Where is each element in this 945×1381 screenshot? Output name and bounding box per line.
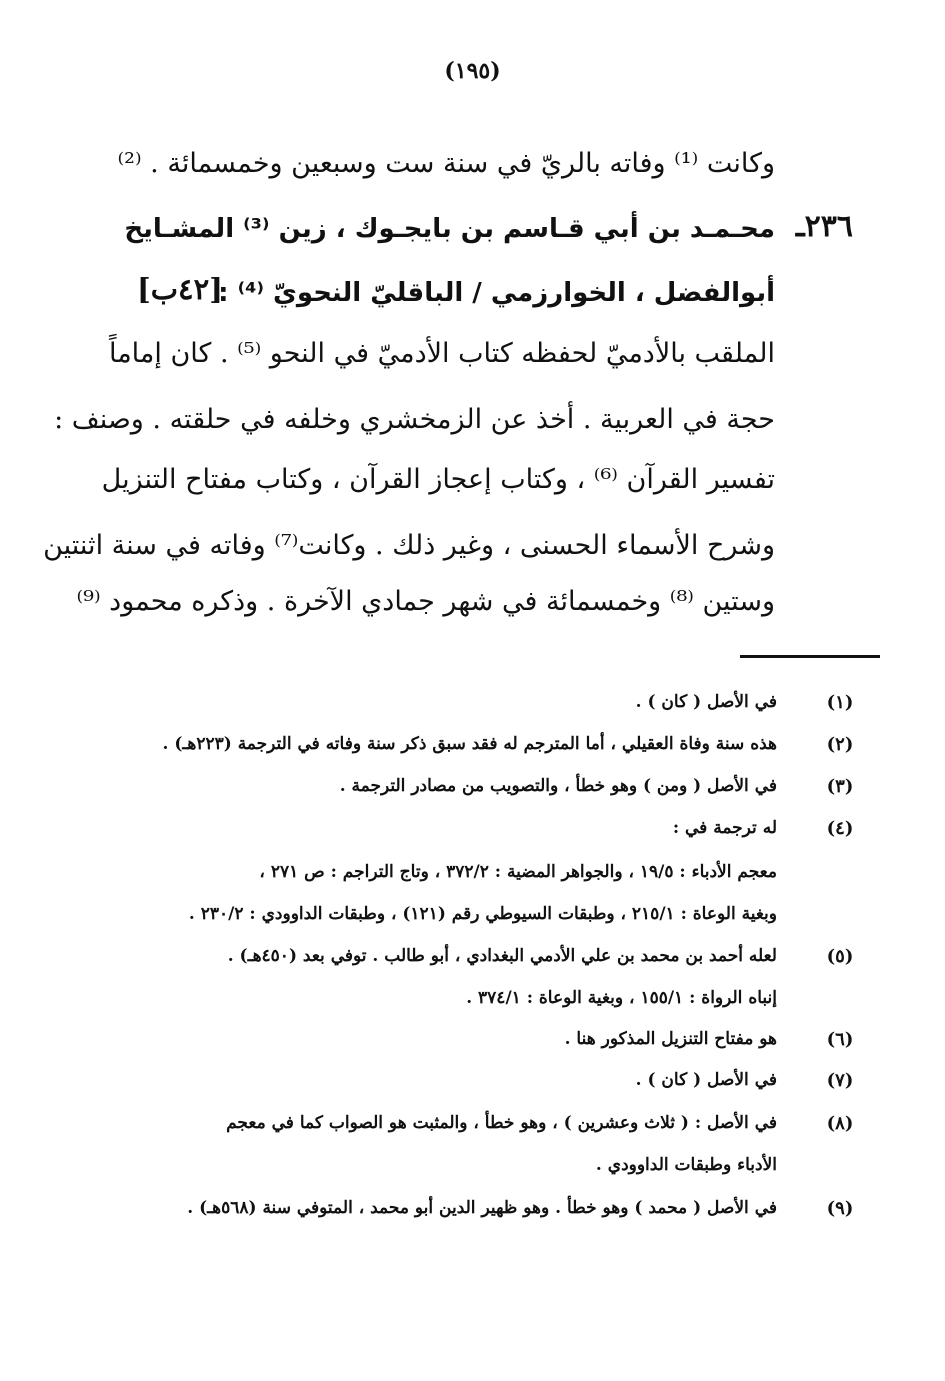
footnote-text: لعله أحمد بن محمد بن علي الأدمي البغدادي ، أبو طالب . توفي بعد (٤٥٠هـ) . bbox=[227, 946, 777, 966]
footnote-text: في الأصل ( ومن ) وهو خطأ ، والتصويب من مصادر الترجمة . bbox=[339, 776, 777, 796]
footnote-number: (٢) bbox=[826, 734, 854, 755]
body-line: حجة في العربية . أخذ عن الزمخشري وخلفه في حلقته . وصنف : bbox=[54, 404, 775, 435]
body-line: تفسير القرآن ⁽⁶⁾ ، وكتاب إعجاز القرآن ، وكتاب مفتاح التنزيل bbox=[101, 464, 775, 495]
entry-heading-line-2: أبوالفضل ، الخوارزمي / الباقليّ النحويّ ⁽⁴⁾ : bbox=[218, 278, 775, 308]
footnote-number: (٥) bbox=[826, 946, 854, 967]
body-line: وشرح الأسماء الحسنى ، وغير ذلك . وكانت⁽⁷⁾ وفاته في سنة اثنتين bbox=[43, 530, 775, 561]
footnote-number: (٧) bbox=[826, 1070, 854, 1091]
footnote-number: (٩) bbox=[826, 1198, 854, 1219]
footnote-number: (٤) bbox=[826, 818, 854, 839]
footnote-text: له ترجمة في : bbox=[672, 818, 777, 838]
footnote-divider bbox=[740, 655, 880, 658]
footnote-text: معجم الأدباء : ١٩/٥ ، والجواهر المضية : ٣٧٢/٢ ، وتاج التراجم : ص ٢٧١ ، bbox=[259, 862, 777, 882]
entry-heading-line-1: محـمـد بن أبي قـاسم بن بايجـوك ، زين ⁽³⁾ المشـايخ bbox=[124, 214, 775, 244]
footnote-text: الأدباء وطبقات الداوودي . bbox=[595, 1155, 777, 1175]
footnote-number: (٨) bbox=[826, 1113, 854, 1134]
footnote-text: في الأصل ( كان ) . bbox=[635, 1070, 777, 1090]
footnote-text: وبغية الوعاة : ٢١٥/١ ، وطبقات السيوطي رقم (١٢١) ، وطبقات الداوودي : ٢٣٠/٢ . bbox=[188, 904, 777, 924]
body-line: الملقب بالأدميّ لحفظه كتاب الأدميّ في النحو ⁽⁵⁾ . كان إماماً bbox=[108, 338, 775, 369]
footnote-text: في الأصل ( محمد ) وهو خطأ . وهو ظهير الدين أبو محمد ، المتوفي سنة (٥٦٨هـ) . bbox=[187, 1198, 777, 1218]
entry-number: ٢٣٦ـ bbox=[795, 209, 853, 244]
body-line: وستين ⁽⁸⁾ وخمسمائة في شهر جمادي الآخرة . وذكره محمود ⁽⁹⁾ bbox=[76, 586, 775, 617]
page-number: (١٩٥) bbox=[444, 58, 501, 84]
footnote-text: إنباه الرواة : ١٥٥/١ ، وبغية الوعاة : ٣٧٤/١ . bbox=[466, 988, 777, 1008]
footnote-number: (١) bbox=[826, 692, 854, 713]
footnote-text: هو مفتاح التنزيل المذكور هنا . bbox=[564, 1029, 777, 1049]
footnote-number: (٦) bbox=[826, 1029, 854, 1050]
footnote-text: هذه سنة وفاة العقيلي ، أما المترجم له فقد سبق ذكر سنة وفاته في الترجمة (٢٢٣هـ) . bbox=[162, 734, 777, 754]
footnote-text: في الأصل : ( ثلاث وعشرين ) ، وهو خطأ ، والمثبت هو الصواب كما في معجم bbox=[226, 1113, 777, 1133]
folio-marker: [٤٢ب] bbox=[137, 272, 223, 306]
footnote-text: في الأصل ( كان ) . bbox=[635, 692, 777, 712]
paragraph-line: وكانت ⁽¹⁾ وفاته بالريّ في سنة ست وسبعين وخمسمائة . ⁽²⁾ bbox=[117, 148, 775, 179]
footnote-number: (٣) bbox=[826, 776, 854, 797]
